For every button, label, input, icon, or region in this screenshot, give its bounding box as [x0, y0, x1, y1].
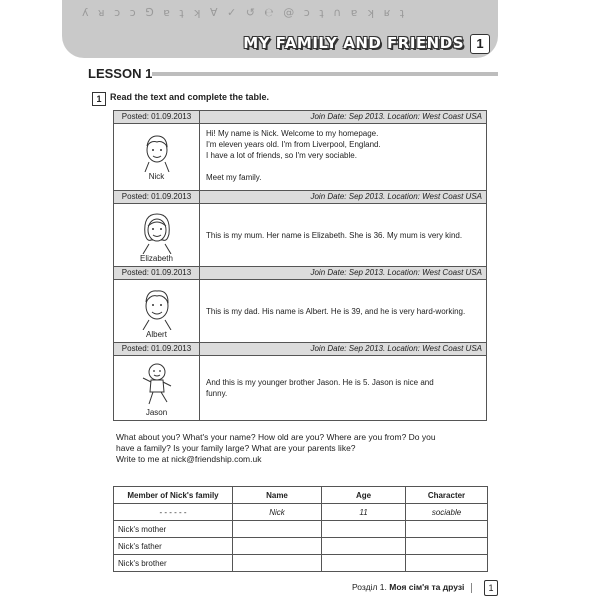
- page-number: 1: [484, 580, 498, 596]
- profiles-table: [113, 110, 487, 421]
- table-cell: 11: [322, 504, 406, 521]
- answer-cell[interactable]: [322, 555, 406, 572]
- family-table-header: [114, 487, 488, 504]
- column-header: Character: [406, 487, 488, 504]
- profile-name: Albert: [146, 330, 167, 339]
- unit-number-badge: 1: [470, 34, 490, 54]
- table-row: [114, 538, 488, 555]
- profile-line: And this is my younger brother Jason. He is 5. Jason is nice and: [206, 378, 434, 387]
- profile-text: [200, 356, 487, 421]
- profile-header-row: [114, 267, 487, 280]
- join-info: Join Date: Sep 2013. Location: West Coast USA: [200, 191, 487, 204]
- page-footer: [352, 582, 472, 593]
- profile-picture-cell: [114, 280, 200, 343]
- profile-name: Nick: [148, 172, 165, 181]
- answer-cell[interactable]: [233, 555, 322, 572]
- join-info: Join Date: Sep 2013. Location: West Coast USA: [200, 343, 487, 356]
- posted-date: Posted: 01.09.2013: [114, 343, 200, 356]
- profile-body-row: [114, 356, 487, 421]
- profile-line: I have a lot of friends, so I'm very sociable.: [206, 151, 357, 160]
- unit-title: MY FAMILY AND FRIENDS: [243, 34, 464, 52]
- woman-elizabeth-icon: [137, 208, 177, 254]
- profile-header-row: [114, 111, 487, 124]
- profile-line: I'm eleven years old. I'm from Liverpool, England.: [206, 140, 381, 149]
- lesson-divider: [152, 72, 498, 76]
- closing-paragraph: [116, 432, 488, 465]
- table-cell: Nick: [233, 504, 322, 521]
- answer-cell[interactable]: [233, 521, 322, 538]
- profile-text: [200, 204, 487, 267]
- closing-line: What about you? What's your name? How old are you? Where are you from? Do you: [116, 432, 436, 442]
- posted-date: Posted: 01.09.2013: [114, 267, 200, 280]
- profile-picture-cell: [114, 204, 200, 267]
- profile-text: [200, 124, 487, 191]
- table-row: [114, 504, 488, 521]
- answer-cell[interactable]: [322, 538, 406, 555]
- profile-body-row: [114, 124, 487, 191]
- table-row: [114, 521, 488, 538]
- boy-nick-icon: [137, 128, 177, 172]
- profile-line: funny.: [206, 389, 228, 398]
- column-header: Name: [233, 487, 322, 504]
- table-cell: Nick's mother: [114, 521, 233, 538]
- profile-body-row: [114, 204, 487, 267]
- unit-banner: [62, 0, 498, 58]
- table-cell: Nick's brother: [114, 555, 233, 572]
- posted-date: Posted: 01.09.2013: [114, 111, 200, 124]
- column-header: Member of Nick's family: [114, 487, 233, 504]
- column-header: Age: [322, 487, 406, 504]
- answer-cell[interactable]: [406, 538, 488, 555]
- answer-cell[interactable]: [406, 521, 488, 538]
- table-cell: Nick's father: [114, 538, 233, 555]
- profile-header-row: [114, 343, 487, 356]
- join-info: Join Date: Sep 2013. Location: West Coast USA: [200, 267, 487, 280]
- task-instruction: Read the text and complete the table.: [110, 92, 270, 102]
- lesson-heading: LESSON 1: [88, 66, 153, 81]
- footer-section-title: Моя сім'я та друзі: [389, 582, 465, 592]
- closing-line: have a family? Is your family large? What are your parents like?: [116, 443, 356, 453]
- profile-line: Hi! My name is Nick. Welcome to my homepage.: [206, 129, 379, 138]
- profile-header-row: [114, 191, 487, 204]
- profile-line: This is my mum. Her name is Elizabeth. She is 36. My mum is very kind.: [206, 230, 463, 240]
- task-number-badge: 1: [92, 92, 106, 106]
- boy-jason-icon: [137, 360, 177, 408]
- profile-picture-cell: [114, 124, 200, 191]
- footer-section-label: Розділ 1.: [352, 582, 387, 592]
- profile-name: Jason: [145, 408, 168, 417]
- posted-date: Posted: 01.09.2013: [114, 191, 200, 204]
- answer-cell[interactable]: [233, 538, 322, 555]
- profile-line: This is my dad. His name is Albert. He is 39, and he is very hard-working.: [206, 306, 466, 316]
- man-albert-icon: [137, 284, 177, 330]
- profile-line: Meet my family.: [206, 173, 262, 182]
- answer-cell[interactable]: [406, 555, 488, 572]
- profile-name: Elizabeth: [140, 254, 173, 263]
- profile-line-blank: [206, 161, 480, 172]
- footer-divider: [471, 583, 472, 593]
- table-row: [114, 555, 488, 572]
- profile-picture-cell: [114, 356, 200, 421]
- profile-body-row: [114, 280, 487, 343]
- closing-line: Write to me at nick@friendship.com.uk: [116, 454, 262, 464]
- profile-text: [200, 280, 487, 343]
- table-cell: - - - - - -: [114, 504, 233, 521]
- join-info: Join Date: Sep 2013. Location: West Coast USA: [200, 111, 487, 124]
- table-cell: sociable: [406, 504, 488, 521]
- banner-decoration: ʎ ᴚ ɔ ↄ ⅁ ɐ ʇ ʞ ∀ ✓ ↺ ℮ @ ↄ ʇ ∩ ɐ ʞ ʁ ʇ: [82, 6, 408, 19]
- answer-cell[interactable]: [322, 521, 406, 538]
- family-table: [113, 486, 488, 572]
